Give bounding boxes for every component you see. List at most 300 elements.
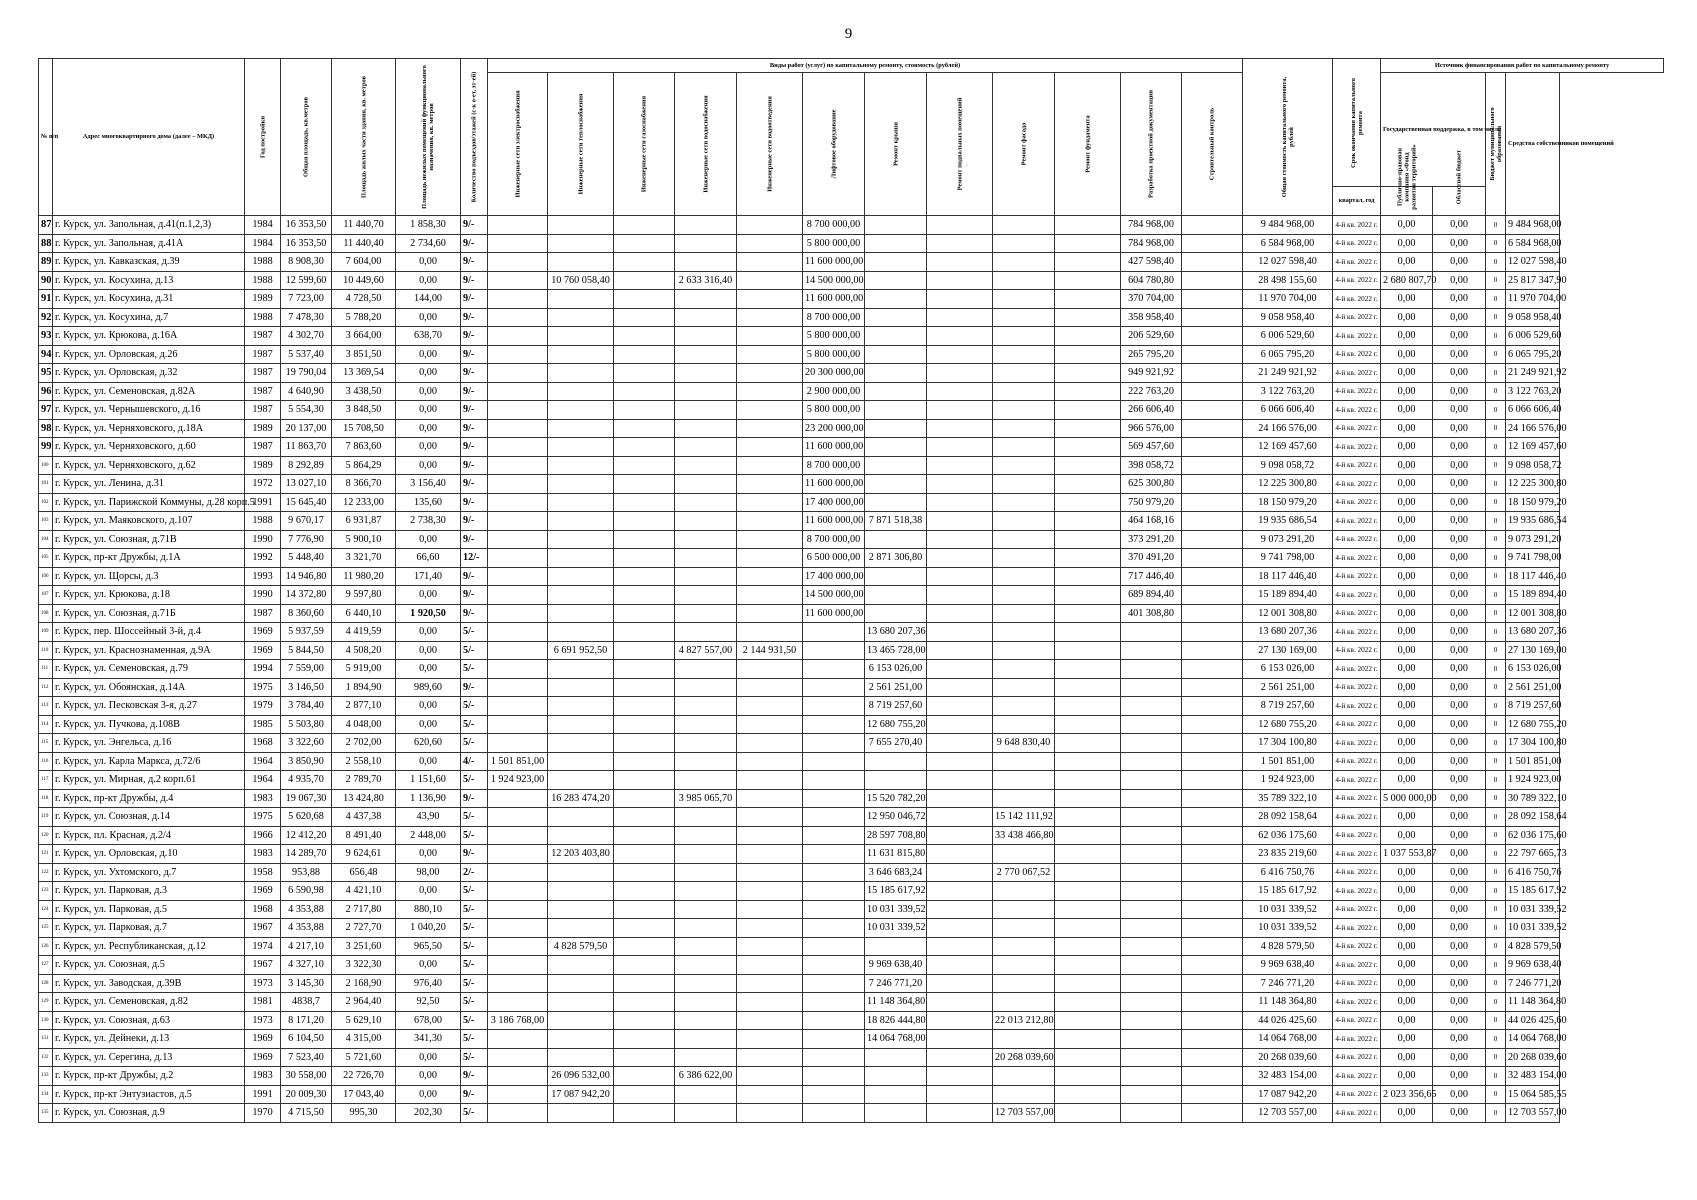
completion-period: 4-й кв. 2022 г. — [1333, 308, 1381, 327]
municipal-amount: 0 — [1486, 290, 1506, 309]
row-number: 116 — [39, 752, 53, 771]
regional-amount: 0,00 — [1433, 678, 1486, 697]
nonres-area: 0,00 — [396, 586, 461, 605]
row-number: 130 — [39, 1011, 53, 1030]
address: г. Курск, ул. Черняховского, д.18А — [53, 419, 245, 438]
address: г. Курск, ул. Заводская, д.39В — [53, 974, 245, 993]
cost-facade — [993, 345, 1055, 364]
row-number: 93 — [39, 327, 53, 346]
total-cost: 1 501 851,00 — [1243, 752, 1333, 771]
cost-water — [675, 493, 737, 512]
total-area: 12 412,20 — [281, 826, 332, 845]
nonres-area: 2 734,60 — [396, 234, 461, 253]
completion-period: 4-й кв. 2022 г. — [1333, 974, 1381, 993]
regional-amount: 0,00 — [1433, 253, 1486, 272]
cost-foundation — [1055, 253, 1121, 272]
cost-design — [1121, 1048, 1182, 1067]
address: г. Курск, ул. Запольная, д.41А — [53, 234, 245, 253]
cost-water — [675, 567, 737, 586]
total-area: 8 292,89 — [281, 456, 332, 475]
cost-basement — [927, 382, 993, 401]
row-number: 126 — [39, 937, 53, 956]
cost-water — [675, 993, 737, 1012]
living-area: 10 449,60 — [332, 271, 396, 290]
cost-foundation — [1055, 808, 1121, 827]
total-area: 5 937,59 — [281, 623, 332, 642]
cost-gas — [614, 549, 675, 568]
municipal-amount: 0 — [1486, 456, 1506, 475]
municipal-amount: 0 — [1486, 567, 1506, 586]
cost-design: 373 291,20 — [1121, 530, 1182, 549]
cost-sewage — [737, 808, 803, 827]
cost-facade: 22 013 212,80 — [993, 1011, 1055, 1030]
municipal-amount: 0 — [1486, 826, 1506, 845]
cost-design: 750 979,20 — [1121, 493, 1182, 512]
floors: 5/- — [461, 993, 488, 1012]
cost-basement — [927, 456, 993, 475]
cost-electricity — [488, 216, 548, 235]
regional-amount: 0,00 — [1433, 734, 1486, 753]
owners-amount: 15 185 617,92 — [1506, 882, 1560, 901]
cost-roof: 13 465 728,00 — [865, 641, 927, 660]
completion-period: 4-й кв. 2022 г. — [1333, 382, 1381, 401]
cost-elevator: 5 800 000,00 — [803, 345, 865, 364]
completion-period: 4-й кв. 2022 г. — [1333, 1030, 1381, 1049]
cost-heating: 17 087 942,20 — [548, 1085, 614, 1104]
total-cost: 9 484 968,00 — [1243, 216, 1333, 235]
owners-amount: 25 817 347,90 — [1506, 271, 1560, 290]
living-area: 13 369,54 — [332, 364, 396, 383]
regional-amount: 0,00 — [1433, 1048, 1486, 1067]
cost-water — [675, 345, 737, 364]
floors: 9/- — [461, 327, 488, 346]
completion-period: 4-й кв. 2022 г. — [1333, 1048, 1381, 1067]
cost-electricity — [488, 271, 548, 290]
row-number: 106 — [39, 567, 53, 586]
unit-period: квартал, год — [1333, 187, 1381, 216]
cost-sewage — [737, 456, 803, 475]
row-number: 91 — [39, 290, 53, 309]
regional-amount: 0,00 — [1433, 789, 1486, 808]
municipal-amount: 0 — [1486, 789, 1506, 808]
nonres-area: 0,00 — [396, 271, 461, 290]
table-row — [39, 789, 1664, 808]
row-number: 88 — [39, 234, 53, 253]
fund-amount: 0,00 — [1381, 419, 1433, 438]
total-cost: 13 680 207,36 — [1243, 623, 1333, 642]
total-cost: 28 092 158,64 — [1243, 808, 1333, 827]
work-header-roof: Ремонт крыши — [865, 73, 927, 216]
cost-electricity — [488, 493, 548, 512]
cost-elevator: 11 600 000,00 — [803, 290, 865, 309]
col-floors-header: Количество подъездов/этажей (с-к о-ет, эт-ей) — [461, 59, 488, 216]
cost-gas — [614, 456, 675, 475]
cost-elevator — [803, 752, 865, 771]
cost-supervision — [1182, 734, 1243, 753]
municipal-amount: 0 — [1486, 419, 1506, 438]
cost-heating — [548, 660, 614, 679]
cost-roof: 12 950 046,72 — [865, 808, 927, 827]
nonres-area: 3 156,40 — [396, 475, 461, 494]
nonres-area: 638,70 — [396, 327, 461, 346]
work-header-electricity: Инженерные сети электроснабжения — [488, 73, 548, 216]
nonres-area: 66,60 — [396, 549, 461, 568]
completion-period: 4-й кв. 2022 г. — [1333, 419, 1381, 438]
cost-design — [1121, 660, 1182, 679]
cost-heating — [548, 604, 614, 623]
cost-gas — [614, 604, 675, 623]
cost-design: 370 491,20 — [1121, 549, 1182, 568]
municipal-amount: 0 — [1486, 1104, 1506, 1123]
fund-amount: 0,00 — [1381, 752, 1433, 771]
cost-facade — [993, 660, 1055, 679]
cost-water: 6 386 622,00 — [675, 1067, 737, 1086]
cost-heating — [548, 456, 614, 475]
build-year: 1975 — [245, 678, 281, 697]
owners-amount: 22 797 665,73 — [1506, 845, 1560, 864]
cost-gas — [614, 345, 675, 364]
cost-heating — [548, 549, 614, 568]
cost-elevator — [803, 956, 865, 975]
owners-amount: 11 148 364,80 — [1506, 993, 1560, 1012]
cost-sewage — [737, 789, 803, 808]
cost-electricity — [488, 530, 548, 549]
cost-facade — [993, 623, 1055, 642]
nonres-area: 1 040,20 — [396, 919, 461, 938]
build-year: 1969 — [245, 1030, 281, 1049]
total-area: 953,88 — [281, 863, 332, 882]
fund-amount: 0,00 — [1381, 734, 1433, 753]
table-row — [39, 327, 1664, 346]
cost-basement — [927, 475, 993, 494]
build-year: 1973 — [245, 1011, 281, 1030]
regional-amount: 0,00 — [1433, 290, 1486, 309]
municipal-amount: 0 — [1486, 438, 1506, 457]
cost-facade — [993, 419, 1055, 438]
cost-design — [1121, 974, 1182, 993]
cost-water — [675, 937, 737, 956]
nonres-area: 0,00 — [396, 623, 461, 642]
cost-gas — [614, 567, 675, 586]
cost-heating — [548, 419, 614, 438]
cost-supervision — [1182, 456, 1243, 475]
table-row — [39, 974, 1664, 993]
cost-supervision — [1182, 345, 1243, 364]
cost-electricity — [488, 327, 548, 346]
municipal-amount: 0 — [1486, 771, 1506, 790]
nonres-area: 98,00 — [396, 863, 461, 882]
regional-amount: 0,00 — [1433, 956, 1486, 975]
row-number: 118 — [39, 789, 53, 808]
total-area: 4 353,88 — [281, 900, 332, 919]
total-area: 3 322,60 — [281, 734, 332, 753]
total-cost: 12 703 557,00 — [1243, 1104, 1333, 1123]
cost-foundation — [1055, 845, 1121, 864]
cost-facade — [993, 308, 1055, 327]
completion-period: 4-й кв. 2022 г. — [1333, 1011, 1381, 1030]
floors: 9/- — [461, 1067, 488, 1086]
table-row — [39, 937, 1664, 956]
floors: 9/- — [461, 364, 488, 383]
cost-supervision — [1182, 234, 1243, 253]
completion-period: 4-й кв. 2022 г. — [1333, 327, 1381, 346]
owners-amount: 27 130 169,00 — [1506, 641, 1560, 660]
table-row — [39, 1011, 1664, 1030]
cost-elevator: 5 800 000,00 — [803, 327, 865, 346]
cost-supervision — [1182, 826, 1243, 845]
address: г. Курск, ул. Косухина, д.31 — [53, 290, 245, 309]
nonres-area: 1 136,90 — [396, 789, 461, 808]
nonres-area: 92,50 — [396, 993, 461, 1012]
cost-electricity — [488, 956, 548, 975]
cost-gas — [614, 493, 675, 512]
nonres-area: 620,60 — [396, 734, 461, 753]
cost-elevator: 14 500 000,00 — [803, 586, 865, 605]
table-row — [39, 493, 1664, 512]
nonres-area: 0,00 — [396, 1067, 461, 1086]
completion-period: 4-й кв. 2022 г. — [1333, 1067, 1381, 1086]
cost-supervision — [1182, 752, 1243, 771]
cost-heating — [548, 345, 614, 364]
living-area: 6 931,87 — [332, 512, 396, 531]
nonres-area: 0,00 — [396, 1085, 461, 1104]
municipal-amount: 0 — [1486, 919, 1506, 938]
cost-sewage — [737, 697, 803, 716]
cost-sewage — [737, 771, 803, 790]
fund-amount: 0,00 — [1381, 308, 1433, 327]
living-area: 8 491,40 — [332, 826, 396, 845]
fund-amount: 0,00 — [1381, 623, 1433, 642]
owners-amount: 30 789 322,10 — [1506, 789, 1560, 808]
living-area: 13 424,80 — [332, 789, 396, 808]
nonres-area: 1 920,50 — [396, 604, 461, 623]
cost-water — [675, 327, 737, 346]
cost-roof — [865, 271, 927, 290]
col-year-header: Год постройки — [245, 59, 281, 216]
total-area: 7 776,90 — [281, 530, 332, 549]
cost-elevator — [803, 882, 865, 901]
cost-facade — [993, 456, 1055, 475]
cost-design — [1121, 937, 1182, 956]
owners-amount: 9 741 798,00 — [1506, 549, 1560, 568]
total-cost: 12 680 755,20 — [1243, 715, 1333, 734]
total-cost: 35 789 322,10 — [1243, 789, 1333, 808]
floors: 5/- — [461, 974, 488, 993]
completion-period: 4-й кв. 2022 г. — [1333, 752, 1381, 771]
cost-heating — [548, 401, 614, 420]
cost-design: 966 576,00 — [1121, 419, 1182, 438]
cost-gas — [614, 1085, 675, 1104]
total-cost: 62 036 175,60 — [1243, 826, 1333, 845]
nonres-area: 0,00 — [396, 660, 461, 679]
cost-gas — [614, 641, 675, 660]
cost-basement — [927, 1048, 993, 1067]
regional-amount: 0,00 — [1433, 512, 1486, 531]
cost-facade: 20 268 039,60 — [993, 1048, 1055, 1067]
completion-period: 4-й кв. 2022 г. — [1333, 586, 1381, 605]
total-cost: 12 225 300,80 — [1243, 475, 1333, 494]
build-year: 1972 — [245, 475, 281, 494]
nonres-area: 976,40 — [396, 974, 461, 993]
cost-heating — [548, 678, 614, 697]
municipal-amount: 0 — [1486, 549, 1506, 568]
works-group-header: Виды работ (услуг) по капитальному ремонту, стоимость (рублей) — [488, 59, 1243, 73]
cost-elevator — [803, 660, 865, 679]
total-cost: 10 031 339,52 — [1243, 919, 1333, 938]
nonres-area: 0,00 — [396, 401, 461, 420]
table-row — [39, 438, 1664, 457]
cost-heating — [548, 290, 614, 309]
municipal-amount: 0 — [1486, 1048, 1506, 1067]
living-area: 5 919,00 — [332, 660, 396, 679]
cost-elevator — [803, 826, 865, 845]
cost-gas — [614, 752, 675, 771]
build-year: 1969 — [245, 641, 281, 660]
regional-amount: 0,00 — [1433, 882, 1486, 901]
address: г. Курск, ул. Союзная, д.5 — [53, 956, 245, 975]
cost-electricity — [488, 512, 548, 531]
cost-design: 265 795,20 — [1121, 345, 1182, 364]
municipal-amount: 0 — [1486, 364, 1506, 383]
build-year: 1989 — [245, 290, 281, 309]
cost-heating — [548, 438, 614, 457]
floors: 9/- — [461, 586, 488, 605]
cost-design — [1121, 1104, 1182, 1123]
living-area: 2 168,90 — [332, 974, 396, 993]
cost-roof — [865, 419, 927, 438]
cost-elevator: 11 600 000,00 — [803, 512, 865, 531]
total-area: 19 790,04 — [281, 364, 332, 383]
build-year: 1994 — [245, 660, 281, 679]
total-area: 14 289,70 — [281, 845, 332, 864]
cost-supervision — [1182, 475, 1243, 494]
completion-period: 4-й кв. 2022 г. — [1333, 845, 1381, 864]
cost-foundation — [1055, 567, 1121, 586]
municipal-amount: 0 — [1486, 974, 1506, 993]
cost-design: 949 921,92 — [1121, 364, 1182, 383]
cost-design — [1121, 993, 1182, 1012]
completion-period: 4-й кв. 2022 г. — [1333, 234, 1381, 253]
cost-sewage — [737, 382, 803, 401]
table-row — [39, 752, 1664, 771]
cost-elevator — [803, 789, 865, 808]
regional-amount: 0,00 — [1433, 364, 1486, 383]
cost-heating — [548, 512, 614, 531]
cost-roof: 2 871 306,80 — [865, 549, 927, 568]
cost-electricity — [488, 475, 548, 494]
cost-heating — [548, 697, 614, 716]
floors: 5/- — [461, 808, 488, 827]
row-number: 134 — [39, 1085, 53, 1104]
cost-sewage — [737, 604, 803, 623]
floors: 9/- — [461, 567, 488, 586]
cost-electricity — [488, 974, 548, 993]
address: г. Курск, ул. Парижской Коммуны, д.28 корп.5 — [53, 493, 245, 512]
total-cost: 6 416 750,76 — [1243, 863, 1333, 882]
cost-foundation — [1055, 327, 1121, 346]
cost-sewage — [737, 882, 803, 901]
cost-basement — [927, 752, 993, 771]
cost-elevator: 17 400 000,00 — [803, 493, 865, 512]
build-year: 1987 — [245, 345, 281, 364]
owners-amount: 28 092 158,64 — [1506, 808, 1560, 827]
owners-amount: 8 719 257,60 — [1506, 697, 1560, 716]
nonres-area: 0,00 — [396, 253, 461, 272]
living-area: 5 788,20 — [332, 308, 396, 327]
cost-sewage — [737, 1067, 803, 1086]
table-row — [39, 808, 1664, 827]
cost-facade — [993, 234, 1055, 253]
cost-roof — [865, 937, 927, 956]
table-row — [39, 697, 1664, 716]
cost-facade — [993, 493, 1055, 512]
owners-amount: 32 483 154,00 — [1506, 1067, 1560, 1086]
cost-elevator: 5 800 000,00 — [803, 234, 865, 253]
completion-period: 4-й кв. 2022 г. — [1333, 697, 1381, 716]
regional-amount: 0,00 — [1433, 456, 1486, 475]
row-number: 122 — [39, 863, 53, 882]
owners-amount: 6 416 750,76 — [1506, 863, 1560, 882]
cost-foundation — [1055, 660, 1121, 679]
build-year: 1993 — [245, 567, 281, 586]
cost-roof — [865, 364, 927, 383]
cost-electricity — [488, 900, 548, 919]
cost-electricity — [488, 419, 548, 438]
cost-electricity — [488, 1085, 548, 1104]
cost-sewage — [737, 271, 803, 290]
cost-heating — [548, 308, 614, 327]
owners-amount: 20 268 039,60 — [1506, 1048, 1560, 1067]
fund-amount: 0,00 — [1381, 549, 1433, 568]
cost-electricity — [488, 678, 548, 697]
regional-amount: 0,00 — [1433, 715, 1486, 734]
cost-gas — [614, 327, 675, 346]
fund-amount: 0,00 — [1381, 1104, 1433, 1123]
floors: 12/- — [461, 549, 488, 568]
fund-amount: 0,00 — [1381, 604, 1433, 623]
municipal-amount: 0 — [1486, 1030, 1506, 1049]
cost-heating — [548, 752, 614, 771]
cost-foundation — [1055, 419, 1121, 438]
col-owners-header: Средства собственников помещений — [1506, 73, 1560, 216]
cost-facade — [993, 401, 1055, 420]
nonres-area: 0,00 — [396, 715, 461, 734]
total-area: 4 217,10 — [281, 937, 332, 956]
row-number: 125 — [39, 919, 53, 938]
cost-design — [1121, 641, 1182, 660]
total-area: 15 645,40 — [281, 493, 332, 512]
floors: 9/- — [461, 456, 488, 475]
work-header-elevator: Лифтовое оборудование — [803, 73, 865, 216]
municipal-amount: 0 — [1486, 623, 1506, 642]
cost-supervision — [1182, 715, 1243, 734]
fund-amount: 0,00 — [1381, 456, 1433, 475]
cost-supervision — [1182, 530, 1243, 549]
municipal-amount: 0 — [1486, 863, 1506, 882]
floors: 5/- — [461, 826, 488, 845]
total-area: 4838,7 — [281, 993, 332, 1012]
cost-electricity — [488, 863, 548, 882]
cost-basement — [927, 956, 993, 975]
cost-elevator — [803, 919, 865, 938]
cost-design — [1121, 919, 1182, 938]
total-area: 16 353,50 — [281, 234, 332, 253]
cost-design — [1121, 734, 1182, 753]
living-area: 3 321,70 — [332, 549, 396, 568]
owners-amount: 19 935 686,54 — [1506, 512, 1560, 531]
cost-supervision — [1182, 919, 1243, 938]
cost-design — [1121, 900, 1182, 919]
